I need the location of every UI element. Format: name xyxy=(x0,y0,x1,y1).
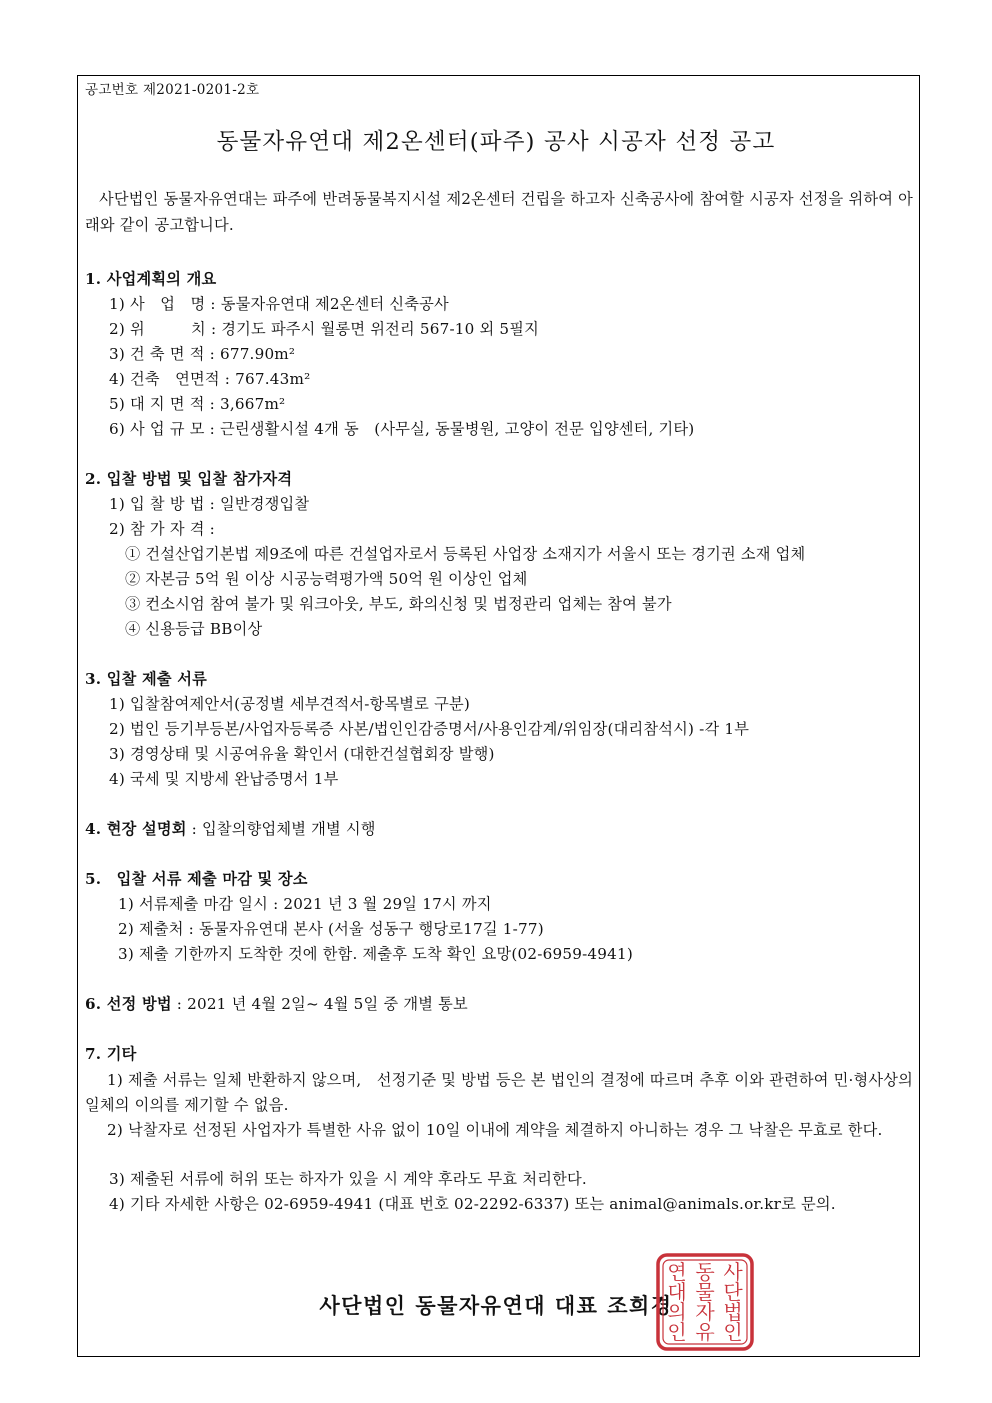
item-label: 4) 건축 연면적 : xyxy=(109,370,231,388)
misc-item: 2) 낙찰자로 선정된 사업자가 특별한 사유 없이 10일 이내에 계약을 체결하지 아니하는 경우 그 낙찰은 무효로 한다. xyxy=(107,1121,883,1139)
section-5-heading: 5. 입찰 서류 제출 마감 및 장소 xyxy=(85,870,308,888)
misc-item: 1) 제출 서류는 일체 반환하지 않으며, 선정기준 및 방법 등은 본 법인의 결정에 따르며 추후 이와 관련하여 민·형사상의 일체의 이의를 제기할 수 없음. xyxy=(85,1071,913,1114)
item-label: 1) 입 찰 방 법 : xyxy=(109,495,215,513)
item-value: 3,667m² xyxy=(219,395,286,413)
item-value: 경기도 파주시 월롱면 위전리 567-10 외 5필지 xyxy=(221,320,540,338)
intro-paragraph: 사단법인 동물자유연대는 파주에 반려동물복지시설 제2온센터 건립을 하고자 신축공사에 참여할 시공자 선정을 위하여 아래와 같이 공고합니다. xyxy=(85,190,913,234)
qualification-item: ② 자본금 5억 원 이상 시공능력평가액 50억 원 이상인 업체 xyxy=(125,570,528,588)
item-label: 2) 위 치 : xyxy=(109,320,217,338)
item-label: 1) 사 업 명 : xyxy=(109,295,216,313)
item-label: 6) 사 업 규 모 : xyxy=(109,420,215,438)
section-1-item xyxy=(109,293,449,314)
seal-glyph: 인 xyxy=(723,1320,743,1344)
section-1-item xyxy=(109,343,295,364)
document-item: 1) 입찰참여제안서(공정별 세부견적서-항목별로 구분) xyxy=(109,695,470,713)
seal-glyph: 인 xyxy=(667,1320,687,1344)
section-1-item xyxy=(109,368,310,389)
qualification-item: ① 건설산업기본법 제9조에 따른 건설업자로서 등록된 사업장 소재지가 서울시 또는 경기권 소재 업체 xyxy=(125,545,806,563)
item-value: 동물자유연대 제2온센터 신축공사 xyxy=(220,295,449,313)
seal-glyph: 자 xyxy=(695,1300,715,1324)
item-label: 2) 참 가 자 격 : xyxy=(109,520,215,538)
document-item: 4) 국세 및 지방세 완납증명서 1부 xyxy=(109,770,339,788)
notice-number: 공고번호 제2021-0201-2호 xyxy=(85,82,260,98)
section-7-heading: 7. 기타 xyxy=(85,1045,137,1063)
item-value: 근린생활시설 4개 동 (사무실, 동물병원, 고양이 전문 입양센터, 기타) xyxy=(219,420,695,438)
seal-glyph: 의 xyxy=(667,1300,687,1324)
document-title: 동물자유연대 제2온센터(파주) 공사 시공자 선정 공고 xyxy=(216,129,776,155)
seal-glyph: 유 xyxy=(695,1320,715,1344)
seal-glyph: 법 xyxy=(723,1300,743,1324)
item-label: 5) 대 지 면 적 : xyxy=(109,395,215,413)
section-2-heading: 2. 입찰 방법 및 입찰 참가자격 xyxy=(85,470,293,488)
section-4-heading: 4. 현장 설명회 xyxy=(85,820,187,838)
section-1-item xyxy=(109,418,694,439)
section-4 xyxy=(85,818,376,839)
section-6-value: : 2021 년 4월 2일~ 4월 5일 중 개별 통보 xyxy=(176,995,468,1013)
section-3-heading: 3. 입찰 제출 서류 xyxy=(85,670,207,688)
section-6 xyxy=(85,993,468,1014)
section-1-item xyxy=(109,318,539,339)
official-seal-icon xyxy=(655,1252,755,1352)
seal-glyph: 연 xyxy=(667,1260,687,1284)
deadline-item: 3) 제출 기한까지 도착한 것에 한함. 제출후 도착 확인 요망(02-6959-4941) xyxy=(118,945,633,963)
qualification-item: ③ 컨소시엄 참여 불가 및 워크아웃, 부도, 화의신청 및 법정관리 업체는 참여 불가 xyxy=(125,595,672,613)
seal-glyph: 단 xyxy=(723,1280,743,1304)
deadline-item: 1) 서류제출 마감 일시 : 2021 년 3 월 29일 17시 까지 xyxy=(118,895,492,913)
qualification-item: ④ 신용등급 BB이상 xyxy=(125,620,263,638)
signature-line: 사단법인 동물자유연대 대표 조희경 xyxy=(319,1293,673,1318)
section-1-item xyxy=(109,393,285,414)
item-value: 767.43m² xyxy=(235,370,311,388)
misc-item: 4) 기타 자세한 사항은 02-6959-4941 (대표 번호 02-2292-6337) 또는 animal@animals.or.kr로 문의. xyxy=(109,1195,836,1213)
seal-glyph: 사 xyxy=(723,1260,743,1284)
seal-glyph: 동 xyxy=(695,1260,715,1284)
section-1-heading: 1. 사업계획의 개요 xyxy=(85,270,217,288)
document-item: 2) 법인 등기부등본/사업자등록증 사본/법인인감증명서/사용인감계/위임장(대리참석시) -각 1부 xyxy=(109,720,750,738)
section-4-value: : 입찰의향업체별 개별 시행 xyxy=(191,820,376,838)
item-value: 677.90m² xyxy=(219,345,296,363)
seal-glyph: 물 xyxy=(695,1280,715,1304)
misc-item: 3) 제출된 서류에 허위 또는 하자가 있을 시 계약 후라도 무효 처리한다. xyxy=(109,1170,587,1188)
section-6-heading: 6. 선정 방법 xyxy=(85,995,172,1013)
item-label: 3) 건 축 면 적 : xyxy=(109,345,215,363)
section-2-item xyxy=(109,493,309,514)
seal-glyph: 대 xyxy=(667,1280,687,1304)
deadline-item: 2) 제출처 : 동물자유연대 본사 (서울 성동구 행당로17길 1-77) xyxy=(118,920,544,938)
section-2-item xyxy=(109,518,215,539)
document-item: 3) 경영상태 및 시공여유율 확인서 (대한건설협회장 발행) xyxy=(109,745,495,763)
item-value: 일반경쟁입찰 xyxy=(219,495,310,513)
